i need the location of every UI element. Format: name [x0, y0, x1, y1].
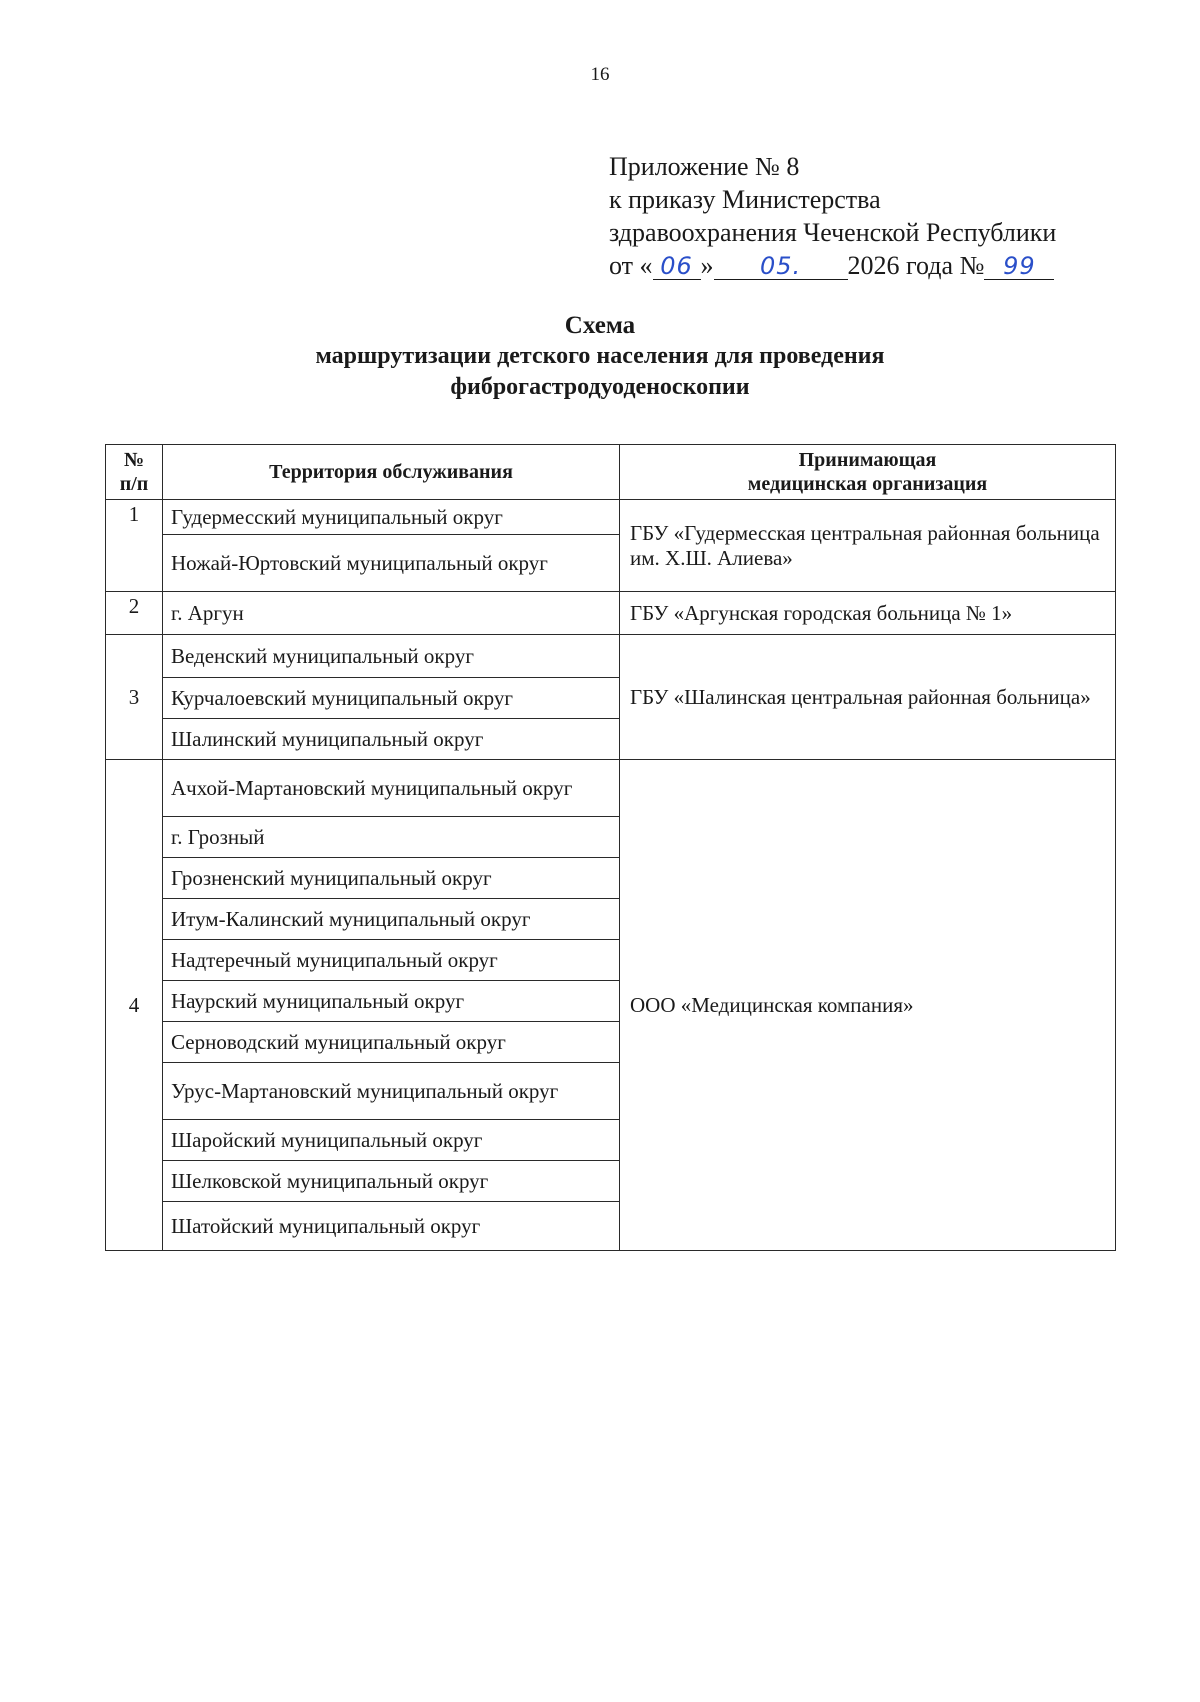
row-number: 4 — [106, 760, 163, 1251]
organization-cell: ГБУ «Аргунская городская больница № 1» — [620, 592, 1116, 635]
organization-cell: ГБУ «Шалинская центральная районная больница» — [620, 635, 1116, 760]
header-organization — [620, 445, 1116, 500]
title-main: Схема — [564, 312, 636, 339]
appendix-header — [609, 150, 1056, 282]
territory-cell: Шелковской муниципальный округ — [163, 1161, 620, 1202]
month-field — [714, 253, 848, 280]
order-number-field — [984, 253, 1054, 280]
territory-cell: Веденский муниципальный округ — [163, 635, 620, 678]
title-line-2: маршрутизации детского населения для проведения — [315, 343, 885, 369]
header-number-line1: № — [123, 449, 145, 471]
territory-cell: Ачхой-Мартановский муниципальный округ — [163, 760, 620, 817]
territory-cell: Итум-Калинский муниципальный округ — [163, 899, 620, 940]
table-header-row — [106, 445, 1116, 500]
date-mid: » — [700, 251, 714, 280]
header-org-line1: Принимающая — [798, 449, 937, 471]
page-number: 16 — [590, 64, 610, 85]
territory-cell: Шаройский муниципальный округ — [163, 1120, 620, 1161]
appendix-title: Приложение № 8 — [609, 152, 800, 181]
organization-cell: ГБУ «Гудермесская центральная районная больница им. Х.Ш. Алиева» — [620, 500, 1116, 592]
table-row — [106, 635, 1116, 678]
header-number — [106, 445, 163, 500]
territory-cell: Гудермесский муниципальный округ — [163, 500, 620, 535]
header-org-line2: медицинская организация — [747, 473, 988, 495]
territory-cell: Наурский муниципальный округ — [163, 981, 620, 1022]
territory-cell: г. Грозный — [163, 817, 620, 858]
day-handwritten: 06 — [660, 252, 693, 280]
document-title — [0, 310, 1200, 403]
row-number: 1 — [106, 500, 163, 592]
date-prefix: от « — [609, 251, 653, 280]
territory-cell: Шатойский муниципальный округ — [163, 1202, 620, 1251]
appendix-ministry: здравоохранения Чеченской Республики — [609, 218, 1057, 247]
routing-table — [105, 444, 1116, 1251]
month-handwritten: 05. — [759, 252, 802, 280]
order-number-handwritten: 99 — [1003, 252, 1036, 280]
territory-cell: Надтеречный муниципальный округ — [163, 940, 620, 981]
territory-cell: Грозненский муниципальный округ — [163, 858, 620, 899]
row-number: 3 — [106, 635, 163, 760]
day-field — [653, 253, 701, 280]
territory-cell: Курчалоевский муниципальный округ — [163, 678, 620, 719]
header-territory: Территория обслуживания — [163, 445, 620, 500]
territory-cell: Ножай-Юртовский муниципальный округ — [163, 535, 620, 592]
row-number: 2 — [106, 592, 163, 635]
territory-cell: Серноводский муниципальный округ — [163, 1022, 620, 1063]
territory-cell: Урус-Мартановский муниципальный округ — [163, 1063, 620, 1120]
table-row — [106, 592, 1116, 635]
title-line-3: фиброгастродуоденоскопии — [450, 374, 750, 400]
organization-cell: ООО «Медицинская компания» — [620, 760, 1116, 1251]
appendix-order-ref: к приказу Министерства — [609, 185, 881, 214]
territory-cell: г. Аргун — [163, 592, 620, 635]
appendix-date-line — [609, 249, 1056, 282]
table-row — [106, 760, 1116, 817]
table-row — [106, 500, 1116, 535]
header-number-line2: п/п — [119, 473, 149, 495]
year-text: 2026 года № — [847, 251, 985, 280]
territory-cell: Шалинский муниципальный округ — [163, 719, 620, 760]
